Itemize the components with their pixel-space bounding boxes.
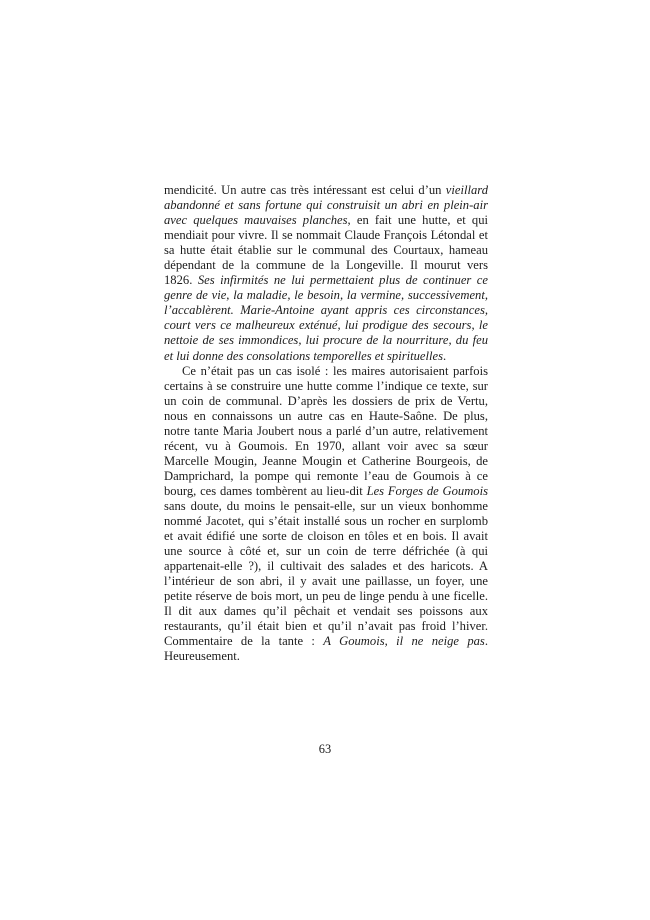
italic-run: A Goumois, il ne neige pas bbox=[323, 634, 485, 649]
roman-run: sans doute, du moins le pensait-elle, sur un vieux bonhomme nommé Jacotet, qui s’était installé sous un rocher en surplomb et avait édifié une sorte de cloison en tôles et en bois. Il avait une source à côté et, sur un coin de terre défrichée (à qui appartenait-elle ?), il cultivait des salades et des haricots. A l’intérieur de son abri, il y avait une paillasse, un foyer, une petite réserve de bois mort, un peu de linge pendu à une ficelle. Il dit aux dames qu’il pêchait et vendait ses poissons aux restaurants, qu’il était bien et qu’il n’avait pas froid l’hiver. Commentaire de la tante : bbox=[164, 498, 488, 649]
body-paragraph bbox=[164, 364, 488, 665]
roman-run: , en fait une hutte, et qui mendiait pour vivre. Il se nommait Claude François Létondal et sa hutte était établie sur le communal des Courtaux, hameau dépendant de la commune de la Longeville. Il mourut vers 1826. bbox=[164, 213, 489, 288]
roman-run: . Heureusement. bbox=[164, 634, 488, 664]
roman-run: Ce n’était pas un cas isolé : les maires autorisaient parfois certains à se construire une hutte comme l’indique ce texte, sur un coin de communal. D’après les dossiers de prix de Vertu, nous en connaissons un autre cas en Haute-Saône. De plus, notre tante Maria Joubert nous a parlé d’un autre, relativement récent, vu à Goumois. En 1970, allant voir avec sa sœur Marcelle Mougin, Jeanne Mougin et Catherine Bourgeois, de Damprichard, la pompe qui remonte l’eau de Goumois à ce bourg, ces dames tombèrent au lieu-dit bbox=[164, 363, 488, 498]
body-paragraph bbox=[164, 183, 488, 364]
roman-run: mendicité. Un autre cas très intéressant est celui d’un bbox=[164, 183, 446, 197]
italic-run: Ses infirmités ne lui permettaient plus de continuer ce genre de vie, la maladie, le besoin, la vermine, successivement, l’accablèrent. Marie-Antoine ayant appris ces circonstances, court vers ce malheureux exténué, lui prodigue des secours, le nettoie de ses immondices, lui procure de la nourriture, du feu et lui donne des consolations temporelles et spirituelles bbox=[164, 273, 488, 363]
italic-run: Les Forges de Goumois bbox=[366, 483, 488, 498]
page-number: 63 bbox=[318, 742, 332, 756]
roman-run: . bbox=[443, 348, 447, 363]
italic-run: vieillard abandonné et sans fortune qui construisit un abri en plein-air avec quelques mauvaises planches bbox=[164, 183, 488, 228]
body-text-block bbox=[164, 183, 488, 665]
